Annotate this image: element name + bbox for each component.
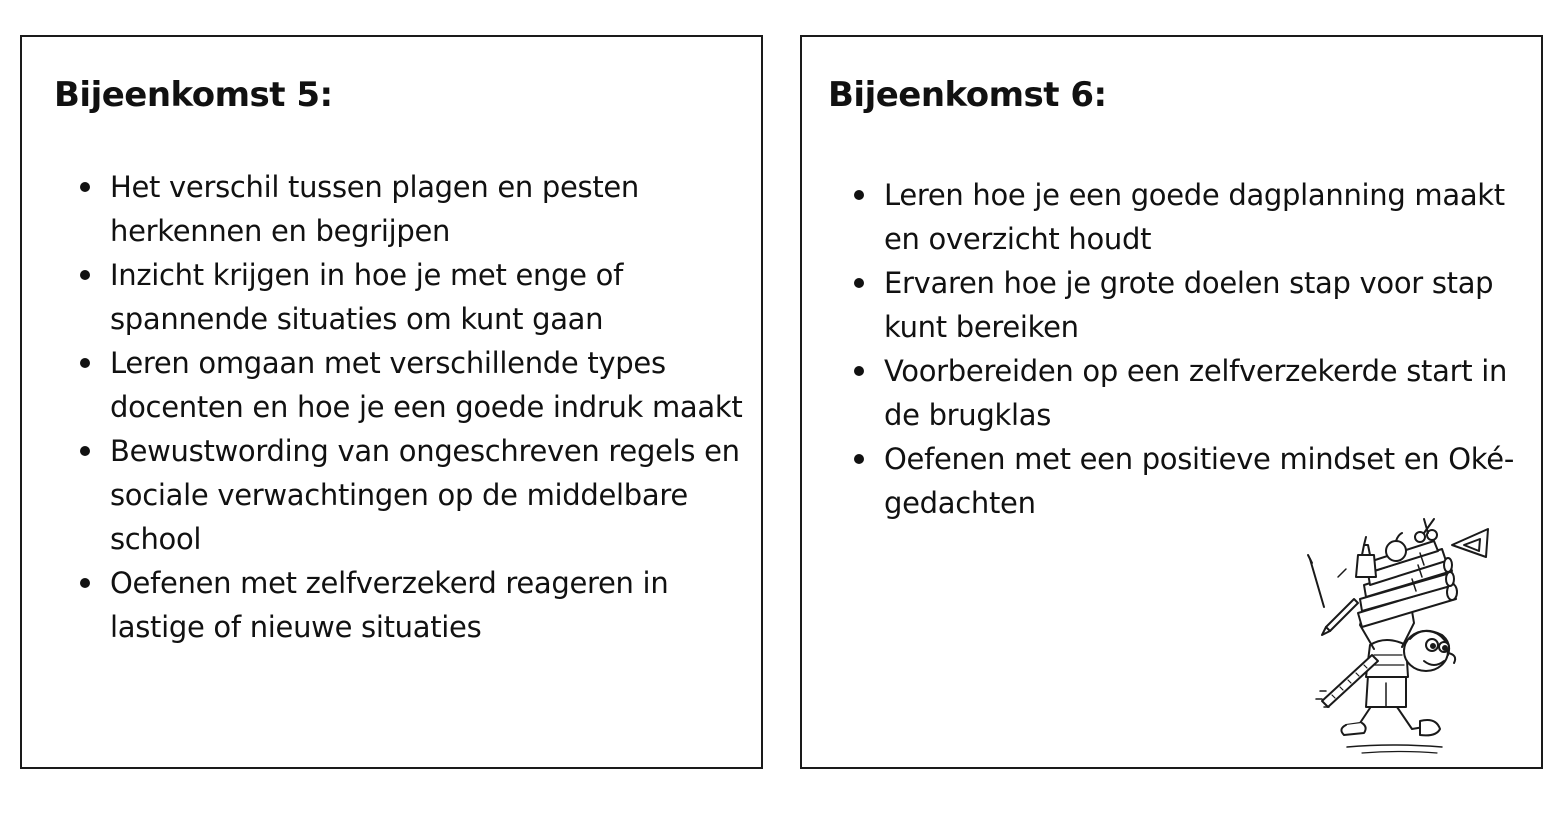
- meeting-title: Bijeenkomst 5:: [54, 75, 333, 115]
- list-item-text: Oefenen met een positieve mindset en Oké-gedachten: [884, 442, 1514, 520]
- meeting-title: Bijeenkomst 6:: [828, 75, 1107, 115]
- list-item: [854, 173, 1534, 261]
- list-item: [80, 429, 750, 561]
- list-item: [854, 349, 1534, 437]
- meeting-card-5: [20, 35, 763, 769]
- bullet-icon: [80, 182, 90, 192]
- bullet-icon: [854, 190, 864, 200]
- list-item: [854, 437, 1534, 525]
- list-item: [80, 341, 750, 429]
- list-item-text: Voorbereiden op een zelfverzekerde start in de brugklas: [884, 354, 1508, 432]
- bullet-icon: [80, 578, 90, 588]
- list-item-text: Inzicht krijgen in hoe je met enge of spannende situaties om kunt gaan: [110, 258, 623, 336]
- student-carrying-books-illustration: [1302, 515, 1512, 755]
- meeting-points-list: [854, 173, 1534, 525]
- list-item: [80, 253, 750, 341]
- meeting-card-6: [800, 35, 1543, 769]
- bullet-icon: [854, 454, 864, 464]
- list-item: [854, 261, 1534, 349]
- meeting-points-list: [80, 165, 750, 649]
- bullet-icon: [80, 270, 90, 280]
- list-item-text: Leren omgaan met verschillende types docenten en hoe je een goede indruk maakt: [110, 346, 743, 424]
- bullet-icon: [854, 278, 864, 288]
- list-item-text: Ervaren hoe je grote doelen stap voor stap kunt bereiken: [884, 266, 1494, 344]
- bullet-icon: [854, 366, 864, 376]
- list-item: [80, 561, 750, 649]
- list-item: [80, 165, 750, 253]
- list-item-text: Bewustwording van ongeschreven regels en sociale verwachtingen op de middelbare school: [110, 434, 740, 556]
- list-item-text: Leren hoe je een goede dagplanning maakt en overzicht houdt: [884, 178, 1505, 256]
- list-item-text: Oefenen met zelfverzekerd reageren in lastige of nieuwe situaties: [110, 566, 669, 644]
- bullet-icon: [80, 446, 90, 456]
- list-item-text: Het verschil tussen plagen en pesten herkennen en begrijpen: [110, 170, 640, 248]
- bullet-icon: [80, 358, 90, 368]
